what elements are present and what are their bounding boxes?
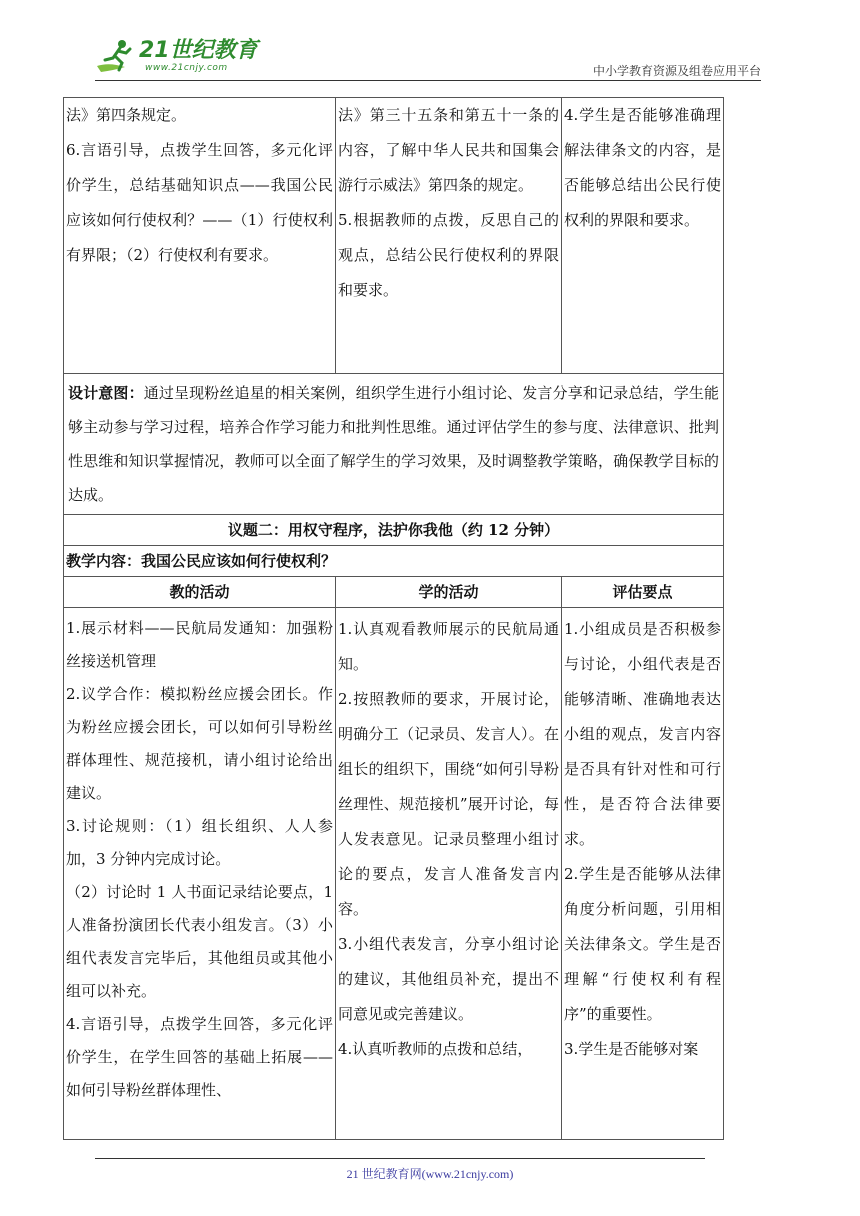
table-row bbox=[64, 546, 724, 577]
design-intent-text: 通过呈现粉丝追星的相关案例，组织学生进行小组讨论、发言分享和记录总结，学生能够主动参与学习过程，培养合作学习能力和批判性思维。通过评估学生的参与度、法律意识、批判性思维和知识掌握情况，教师可以全面了解学生的学习效果，及时调整教学策略，确保教学目标的达成。 bbox=[68, 384, 719, 504]
cell-paragraph: 2.学生是否能够从法律角度分析问题，引用相关法律条文。学生是否理解“行使权利有程序”的重要性。 bbox=[564, 865, 721, 1023]
cell-paragraph: 2.议学合作：模拟粉丝应援会团长。作为粉丝应援会团长，可以如何引导粉丝群体理性、规范接机，请小组讨论给出建议。 bbox=[66, 685, 333, 802]
cell-paragraph: 3.学生是否能够对案 bbox=[564, 1040, 699, 1058]
column-header: 评估要点 bbox=[562, 577, 724, 608]
cell-paragraph: 6.言语引导，点拨学生回答，多元化评价学生，总结基础知识点——我国公民应该如何行使权利？——（1）行使权利有界限；（2）行使权利有要求。 bbox=[66, 141, 333, 264]
cell-paragraph: 4.认真听教师的点拨和总结， bbox=[338, 1040, 533, 1058]
teacher-activity-cell bbox=[64, 608, 336, 1140]
cell-paragraph: （2）讨论时 1 人书面记录结论要点，1 人准备扮演团长代表小组发言。（3）小组代表发言完毕后，其他组员或其他小组可以补充。 bbox=[66, 883, 333, 1000]
cell-paragraph: 1.展示材料——民航局发通知：加强粉丝接送机管理 bbox=[66, 619, 333, 670]
table-row bbox=[64, 515, 724, 546]
cell-paragraph: 法》第三十五条和第五十一条的内容，了解中华人民共和国集会游行示威法》第四条的规定。 bbox=[338, 106, 559, 194]
topic-title: 议题二：用权守程序，法护你我他（约 12 分钟） bbox=[64, 515, 724, 546]
header-divider bbox=[95, 80, 761, 81]
cell-paragraph: 4.言语引导，点拨学生回答，多元化评价学生，在学生回答的基础上拓展——如何引导粉丝群体理性、 bbox=[66, 1015, 333, 1099]
logo-title: 21世纪教育 bbox=[139, 38, 258, 63]
assessment-cell bbox=[562, 608, 724, 1140]
column-header: 教的活动 bbox=[64, 577, 336, 608]
teacher-activity-cell bbox=[64, 98, 336, 374]
student-activity-cell bbox=[336, 608, 562, 1140]
logo-url: www.21cnjy.com bbox=[145, 63, 228, 73]
table-row bbox=[64, 98, 724, 374]
logo bbox=[95, 36, 258, 76]
column-header: 学的活动 bbox=[336, 577, 562, 608]
table-header-row bbox=[64, 577, 724, 608]
student-activity-cell bbox=[336, 98, 562, 374]
table-row bbox=[64, 374, 724, 515]
cell-paragraph: 1.小组成员是否积极参与讨论，小组代表是否能够清晰、准确地表达小组的观点，发言内容是否具有针对性和可行性，是否符合法律要求。 bbox=[564, 620, 721, 848]
cell-paragraph: 5.根据教师的点拨，反思自己的观点，总结公民行使权利的界限和要求。 bbox=[338, 211, 559, 299]
cell-paragraph: 3.小组代表发言，分享小组讨论的建议，其他组员补充，提出不同意见或完善建议。 bbox=[338, 935, 559, 1023]
runner-logo-icon bbox=[95, 36, 137, 76]
lesson-table bbox=[63, 97, 724, 1140]
cell-paragraph: 2.按照教师的要求，开展讨论，明确分工（记录员、发言人）。在组长的组织下，围绕“如何引导粉丝理性、规范接机”展开讨论，每人发表意见。记录员整理小组讨论的要点，发言人准备发言内容。 bbox=[338, 690, 559, 918]
design-intent-cell bbox=[64, 374, 724, 515]
page-header bbox=[95, 30, 761, 80]
cell-paragraph: 3.讨论规则：（1）组长组织、人人参加，3 分钟内完成讨论。 bbox=[66, 817, 333, 868]
design-intent-label: 设计意图： bbox=[68, 384, 144, 402]
cell-paragraph: 1.认真观看教师展示的民航局通知。 bbox=[338, 620, 559, 673]
assessment-cell bbox=[562, 98, 724, 374]
table-row bbox=[64, 608, 724, 1140]
footer-divider bbox=[95, 1158, 705, 1159]
page-footer: 21 世纪教育网(www.21cnjy.com) bbox=[346, 1167, 514, 1181]
cell-paragraph: 4.学生是否能够准确理解法律条文的内容，是否能够总结出公民行使权利的界限和要求。 bbox=[564, 106, 721, 229]
cell-paragraph: 法》第四条规定。 bbox=[66, 106, 187, 124]
platform-name: 中小学教育资源及组卷应用平台 bbox=[592, 64, 761, 78]
teaching-content: 教学内容：我国公民应该如何行使权利？ bbox=[64, 546, 724, 577]
